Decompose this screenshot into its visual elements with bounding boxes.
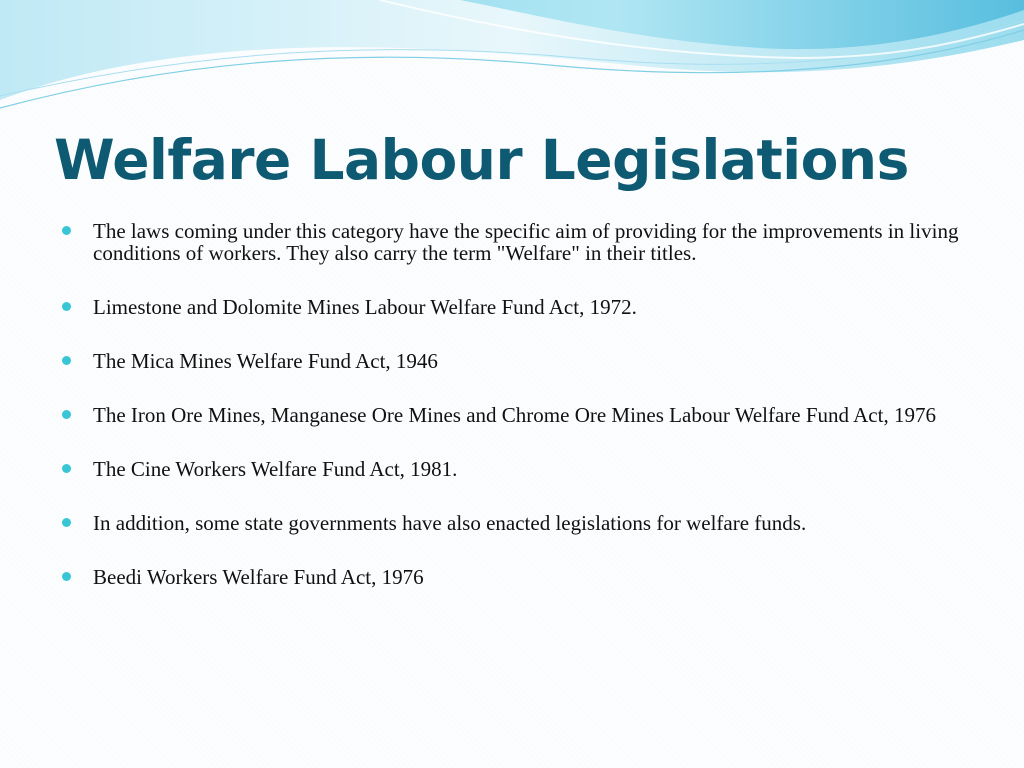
bullet-icon xyxy=(62,464,71,473)
slide-title: Welfare Labour Legislations xyxy=(54,128,909,192)
bullet-icon xyxy=(62,410,71,419)
bullet-icon xyxy=(62,226,71,235)
bullet-item xyxy=(62,220,967,264)
bullet-item xyxy=(62,404,967,426)
bullet-icon xyxy=(62,518,71,527)
bullet-icon xyxy=(62,572,71,581)
bullet-text: The laws coming under this category have the specific aim of providing for the improvements in living conditions of workers. They also carry the term "Welfare" in their titles. xyxy=(93,219,959,265)
bullet-text: Limestone and Dolomite Mines Labour Welfare Fund Act, 1972. xyxy=(93,295,637,319)
bullet-item xyxy=(62,458,967,480)
bullet-text: The Cine Workers Welfare Fund Act, 1981. xyxy=(93,457,458,481)
bullet-text: The Iron Ore Mines, Manganese Ore Mines and Chrome Ore Mines Labour Welfare Fund Act, 1976 xyxy=(93,403,936,427)
bullet-list xyxy=(62,220,967,620)
bullet-text: Beedi Workers Welfare Fund Act, 1976 xyxy=(93,565,424,589)
bullet-icon xyxy=(62,302,71,311)
bullet-item xyxy=(62,512,967,534)
bullet-item xyxy=(62,350,967,372)
bullet-item xyxy=(62,566,967,588)
header-wave-decoration xyxy=(0,0,1024,120)
bullet-icon xyxy=(62,356,71,365)
bullet-text: In addition, some state governments have also enacted legislations for welfare funds. xyxy=(93,511,807,535)
bullet-item xyxy=(62,296,967,318)
bullet-text: The Mica Mines Welfare Fund Act, 1946 xyxy=(93,349,438,373)
